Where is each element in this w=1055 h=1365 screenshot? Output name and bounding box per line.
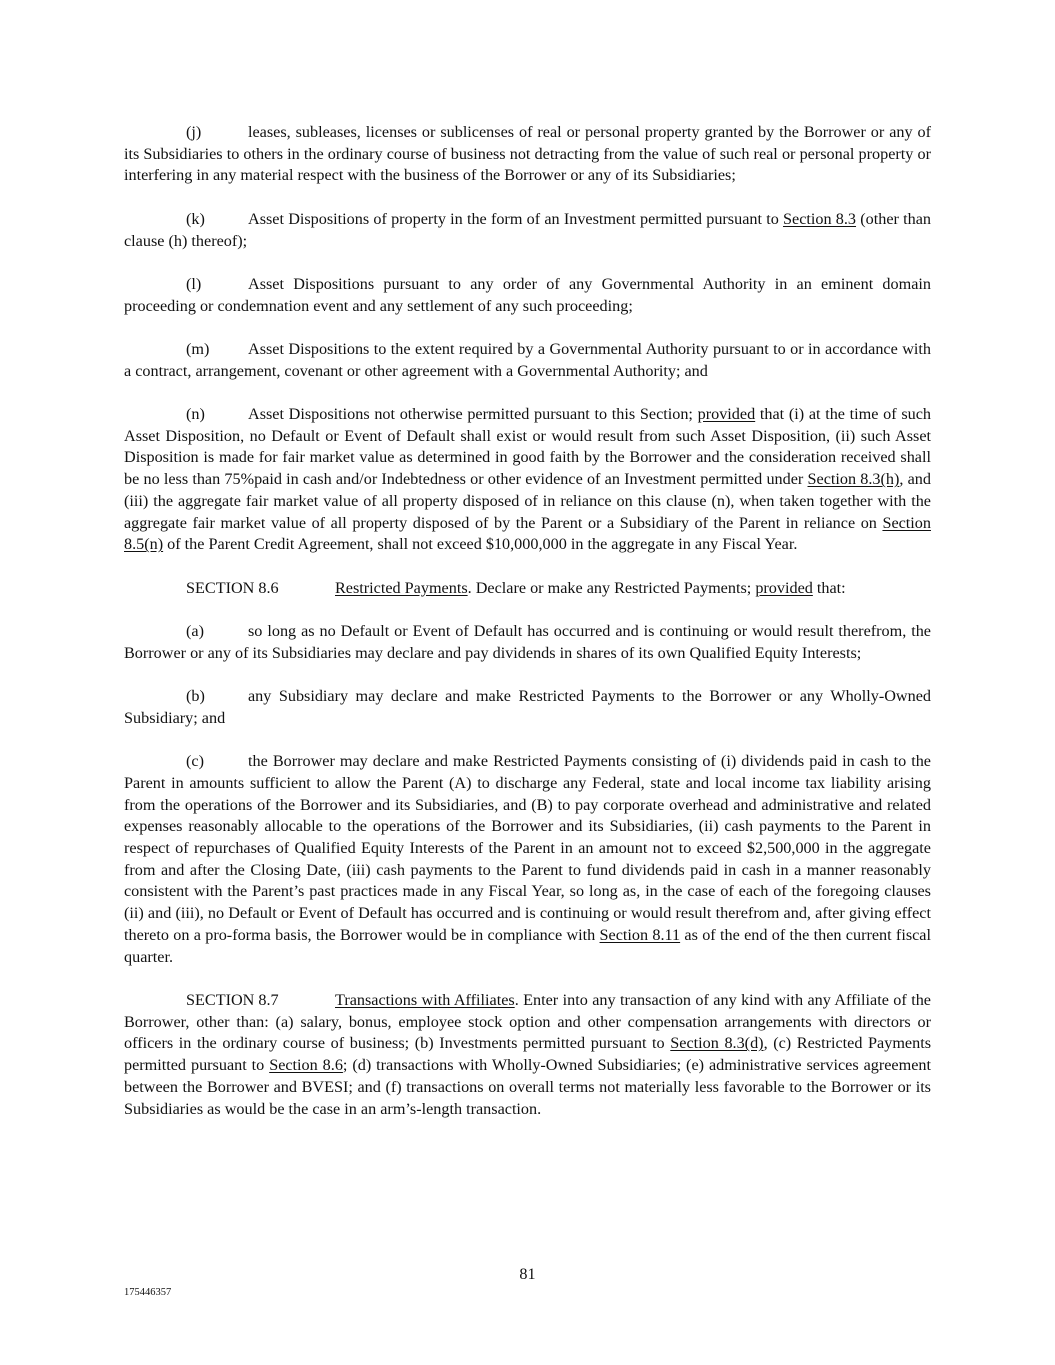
clause-text: Asset Dispositions not otherwise permitted pursuant to this Section; — [248, 405, 698, 424]
clause-marker: (m) — [186, 339, 210, 358]
section-8-7 — [124, 990, 931, 1120]
cross-reference: Section 8.3 — [783, 209, 857, 228]
clause-text: as of the end of the then current fiscal quarter. — [124, 925, 931, 966]
clause-marker: (b) — [186, 687, 205, 706]
clause-n — [124, 404, 931, 556]
clause-text: . Enter into any transaction of any kind with any Affiliate of the Borrower, other than: (a) salary, bonus, employee stock option and other compensation arrangements with directors or officers in the ordinary course of business; (b) Investments permitted pursuant to — [124, 990, 931, 1053]
section-label: SECTION 8.6 — [186, 578, 279, 597]
clause-b — [124, 686, 931, 729]
clause-text: (other than clause (h) thereof); — [124, 209, 931, 250]
clause-text: . Declare or make any Restricted Payments; — [467, 578, 756, 597]
document-id: 175446357 — [124, 1287, 172, 1298]
clause-text: Asset Dispositions to the extent required by a Governmental Authority pursuant to or in accordance with a contract, arrangement, covenant or other agreement with a Governmental Authority; and — [124, 339, 931, 380]
document-body — [124, 122, 931, 1120]
section-8-6-heading — [124, 578, 931, 600]
cross-reference: Section 8.5(n) — [124, 513, 931, 554]
clause-j — [124, 122, 931, 187]
clause-text: , and (iii) the aggregate fair market value of all property disposed of in reliance on this clause (n), when taken together with the aggregate fair market value of all property disposed of by the Parent or a Subsidiary of the Parent in reliance on — [124, 470, 931, 532]
clause-text: that (i) at the time of such Asset Disposition, no Default or Event of Default shall exist or would result from such Asset Disposition, (ii) such Asset Disposition is made for fair market value as determined in good faith by the Borrower and the consideration received shall be no less than 75%paid in cash and/or Indebtedness or other evidence of an Investment permitted under — [124, 405, 932, 489]
clause-marker: (j) — [186, 123, 202, 141]
clause-marker: (k) — [186, 209, 205, 228]
clause-a — [124, 621, 931, 664]
provided-term: provided — [755, 578, 813, 597]
clause-c — [124, 751, 931, 968]
clause-text: , (c) Restricted Payments permitted pursuant to — [124, 1034, 931, 1075]
clause-text: so long as no Default or Event of Default has occurred and is continuing or would result therefrom, the Borrower or any of its Subsidiaries may declare and pay dividends in shares of its own Qualified Equity Interests; — [124, 622, 931, 662]
clause-marker: (n) — [186, 405, 205, 424]
clause-marker: (l) — [186, 274, 202, 293]
cross-reference: Section 8.3(d) — [670, 1034, 764, 1053]
clause-text: the Borrower may declare and make Restricted Payments consisting of (i) dividends paid in cash to the Parent in amounts sufficient to allow the Parent (A) to discharge any Federal, state and local income tax liability arising from the operations of the Borrower and its Subsidiaries, and (B) to pay corporate overhead and administrative and related expenses reasonably allocable to the operations of the Borrower and its Subsidiaries, (ii) cash payments to the Parent in respect of repurchases of Qualified Equity Interests of the Parent in an amount not to exceed $2,500,000 in the aggregate from and after the Closing Date, (iii) cash payments to the Parent to fund dividends paid in cash in a manner reasonably consistent with the Parent’s past practices made in any Fiscal Year, so long as, in the case of each of the foregoing clauses (ii) and (iii), no Default or Event of Default has occurred and is continuing or would result therefrom and, after giving effect thereto on a pro-forma basis, the Borrower would be in compliance with — [124, 752, 931, 944]
page-number: 81 — [519, 1265, 536, 1283]
clause-text: of the Parent Credit Agreement, shall not exceed $10,000,000 in the aggregate in any Fiscal Year. — [163, 535, 798, 554]
clause-text: Asset Dispositions pursuant to any order of any Governmental Authority in an eminent domain proceeding or condemnation event and any settlement of any such proceeding; — [124, 274, 931, 315]
clause-text: Asset Dispositions of property in the form of an Investment permitted pursuant to — [248, 209, 784, 228]
clause-l — [124, 274, 931, 317]
clause-text: ; (d) transactions with Wholly-Owned Subsidiaries; (e) administrative services agreement between the Borrower and BVESI; and (f) transactions on overall terms not materially less favorable to the Borrower or its Subsidiaries as would be the case in an arm’s-length transaction. — [124, 1056, 931, 1118]
clause-text: leases, subleases, licenses or sublicenses of real or personal property granted by the Borrower or any of its Subsidiaries to others in the ordinary course of business not detracting from the value of such real or personal property or interfering in any material respect with the business of the Borrower or any of its Subsidiaries; — [124, 123, 931, 185]
cross-reference: Section 8.3(h) — [807, 470, 900, 489]
clause-text: that: — [812, 578, 846, 597]
clause-k — [124, 209, 931, 252]
clause-marker: (a) — [186, 622, 204, 641]
clause-text: any Subsidiary may declare and make Restricted Payments to the Borrower or any Wholly-Owned Subsidiary; and — [124, 687, 931, 727]
section-title: Transactions with Affiliates — [335, 990, 515, 1009]
cross-reference: Section 8.6 — [269, 1056, 343, 1075]
cross-reference: Section 8.11 — [599, 925, 681, 944]
section-title: Restricted Payments — [335, 578, 468, 597]
clause-marker: (c) — [186, 752, 204, 771]
provided-term: provided — [697, 405, 756, 424]
clause-m — [124, 339, 931, 382]
section-label: SECTION 8.7 — [186, 990, 279, 1009]
